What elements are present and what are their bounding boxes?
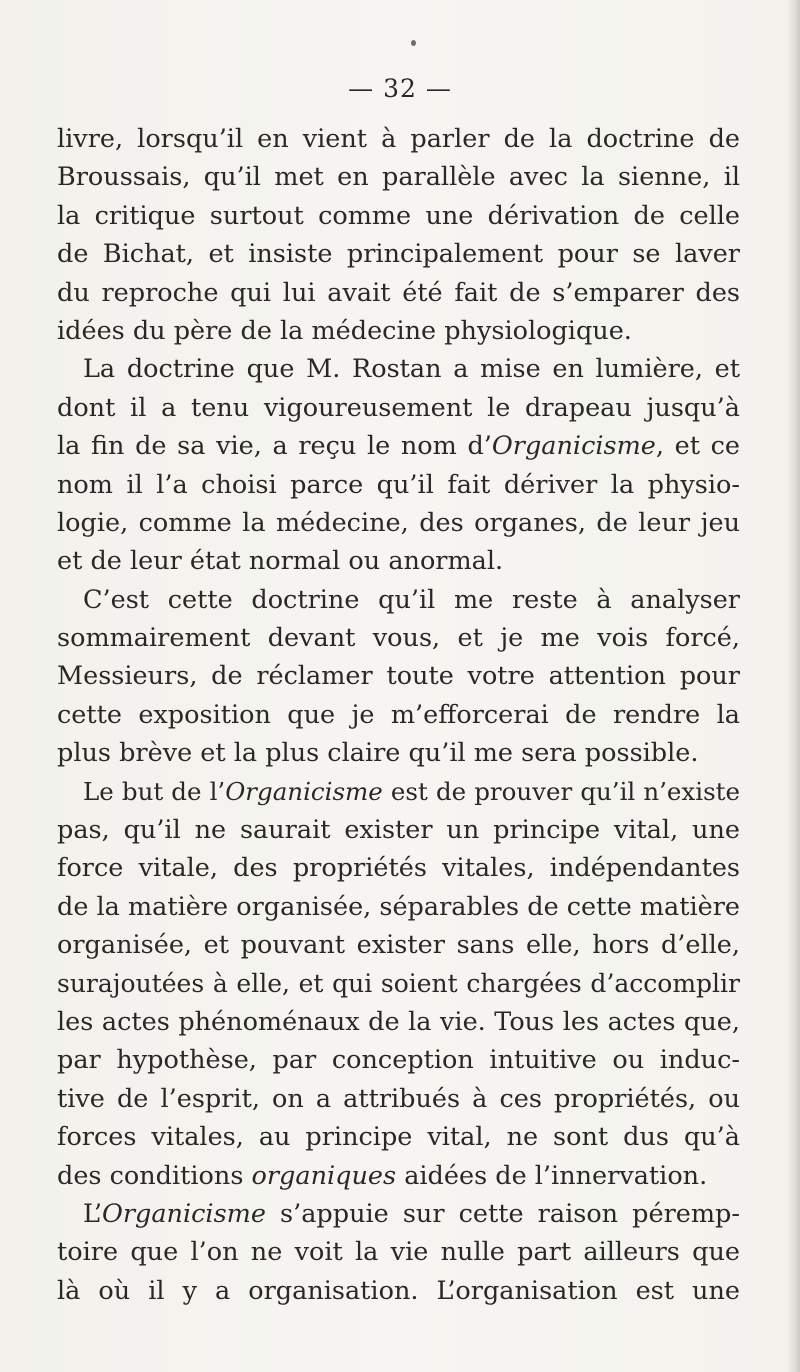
text-line: logie, comme la médecine, des organes, de leur jeu: [57, 507, 740, 538]
text-line: idées du père de la médecine physiologique.: [57, 315, 632, 346]
text-line: force vitale, des propriétés vitales, indépendantes: [57, 853, 740, 884]
text-span: aidées de l’innervation.: [396, 1160, 708, 1191]
italic-term: Organicisme: [225, 776, 383, 806]
text-line: du reproche qui lui avait été fait de s’emparer des: [57, 277, 740, 308]
italic-term: Organicisme: [491, 431, 656, 462]
text-line: de la matière organisée, séparables de cette matière: [57, 891, 740, 922]
page-number: — 32 —: [348, 74, 452, 103]
ink-speck: [411, 40, 416, 46]
text-line: [57, 1195, 740, 1233]
text-span: L’: [83, 1198, 102, 1229]
body-text: [57, 120, 740, 1310]
text-line: Messieurs, de réclamer toute votre attention pour: [57, 661, 740, 692]
text-line: par hypothèse, par conception intuitive ou induc-: [57, 1045, 740, 1076]
page-edge-shadow: [786, 0, 800, 1372]
text-line: les actes phénoménaux de la vie. Tous les actes que,: [57, 1006, 740, 1037]
text-line: livre, lorsqu’il en vient à parler de la doctrine de: [57, 124, 740, 154]
text-line: organisée, et pouvant exister sans elle, hors d’elle,: [57, 930, 740, 961]
text-line: Broussais, qu’il met en parallèle avec la sienne, il: [57, 162, 740, 193]
text-line: [57, 773, 740, 811]
text-span: Le but de l’: [83, 776, 226, 806]
text-span: , et ce: [655, 431, 740, 462]
text-line: cette exposition que je m’efforcerai de rendre la: [57, 699, 740, 730]
text-line: nom il l’a choisi parce qu’il fait dériver la physio-: [57, 469, 740, 500]
text-line: de Bichat, et insiste principalement pour se laver: [57, 239, 740, 270]
text-line: tive de l’esprit, on a attribués à ces propriétés, ou: [57, 1083, 740, 1114]
text-line: dont il a tenu vigoureusement le drapeau jusqu’à: [57, 392, 740, 423]
text-span: est de prouver qu’il n’existe: [382, 776, 740, 806]
text-line: là où il y a organisation. L’organisation est une: [57, 1275, 740, 1306]
text-line: et de leur état normal ou anormal.: [57, 546, 504, 577]
text-line: [57, 427, 740, 465]
text-span: des conditions: [57, 1160, 252, 1191]
text-line: surajoutées à elle, et qui soient chargées d’accomplir: [57, 968, 740, 998]
text-span: s’appuie sur cette raison péremp-: [265, 1198, 740, 1229]
text-line: forces vitales, au principe vital, ne sont dus qu’à: [57, 1122, 740, 1153]
italic-term: Organicisme: [101, 1198, 266, 1229]
italic-term: organiques: [251, 1160, 397, 1191]
text-line: la critique surtout comme une dérivation de celle: [57, 200, 740, 231]
text-line: [57, 1157, 740, 1195]
text-line: plus brève et la plus claire qu’il me sera possible.: [57, 738, 699, 769]
text-line: La doctrine que M. Rostan a mise en lumière, et: [83, 354, 740, 385]
text-line: toire que l’on ne voit la vie nulle part ailleurs que: [57, 1237, 740, 1268]
text-line: pas, qu’il ne saurait exister un principe vital, une: [57, 815, 740, 846]
text-line: sommairement devant vous, et je me vois forcé,: [57, 623, 740, 654]
text-span: la fin de sa vie, a reçu le nom d’: [57, 431, 492, 462]
text-line: C’est cette doctrine qu’il me reste à analyser: [83, 584, 740, 615]
